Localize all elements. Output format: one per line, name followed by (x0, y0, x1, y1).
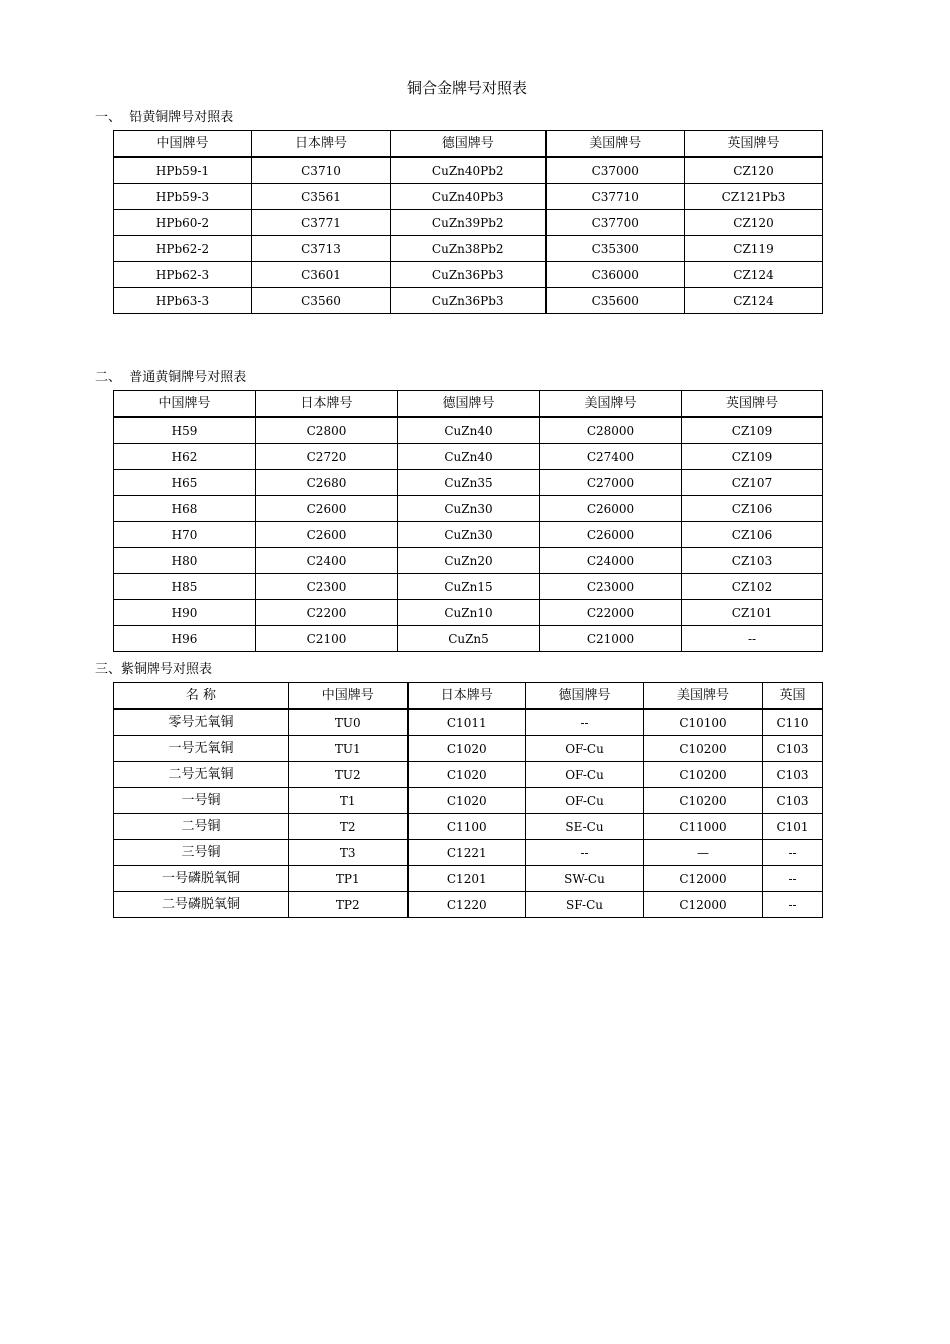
table-cell: C2100 (256, 626, 398, 652)
table-row (114, 788, 823, 814)
column-header: 德国牌号 (391, 131, 546, 158)
table-row (114, 157, 823, 184)
table-row (114, 417, 823, 444)
table-cell: C1011 (408, 709, 526, 736)
column-header: 日本牌号 (252, 131, 391, 158)
column-header: 日本牌号 (408, 683, 526, 710)
table-row (114, 840, 823, 866)
table-cell: C1020 (408, 788, 526, 814)
table-cell: H85 (114, 574, 256, 600)
table-cell: CZ109 (682, 417, 823, 444)
table-cell: C2680 (256, 470, 398, 496)
table-cell: OF-Cu (526, 762, 644, 788)
table-row (114, 548, 823, 574)
table-cell: C37000 (546, 157, 685, 184)
column-header: 德国牌号 (398, 391, 540, 418)
table-cell: C2400 (256, 548, 398, 574)
table-cell: C23000 (540, 574, 682, 600)
column-header: 中国牌号 (289, 683, 408, 710)
column-header: 中国牌号 (114, 391, 256, 418)
table-row (114, 600, 823, 626)
column-header: 美国牌号 (546, 131, 685, 158)
section-heading-pure-copper: 三、紫铜牌号对照表 (95, 662, 213, 677)
table-row (114, 184, 823, 210)
table-cell: C36000 (546, 262, 685, 288)
table-cell: C110 (763, 709, 823, 736)
table-cell: CuZn40 (398, 444, 540, 470)
table-row (114, 522, 823, 548)
table-cell: C2600 (256, 496, 398, 522)
table-row (114, 288, 823, 314)
table-cell: CZ124 (685, 262, 823, 288)
table-cell: C12000 (644, 866, 763, 892)
table-cell: CuZn5 (398, 626, 540, 652)
table-cell: CuZn40Pb2 (391, 157, 546, 184)
column-header: 英国牌号 (685, 131, 823, 158)
table-cell: C37710 (546, 184, 685, 210)
table-cell: H65 (114, 470, 256, 496)
column-header: 英国牌号 (682, 391, 823, 418)
table-cell: C3710 (252, 157, 391, 184)
table-cell: C3713 (252, 236, 391, 262)
section-heading-common-brass: 二、 普通黄铜牌号对照表 (95, 370, 247, 385)
table-cell: TU2 (289, 762, 408, 788)
table-row (114, 892, 823, 918)
table-row (114, 236, 823, 262)
table-cell: T1 (289, 788, 408, 814)
table-cell: CZ124 (685, 288, 823, 314)
table-cell: C2600 (256, 522, 398, 548)
table-cell: 二号铜 (114, 814, 289, 840)
table-cell: 二号无氧铜 (114, 762, 289, 788)
table-cell: H96 (114, 626, 256, 652)
table-cell: C103 (763, 736, 823, 762)
table-cell: C3771 (252, 210, 391, 236)
table-cell: CZ101 (682, 600, 823, 626)
table-cell: T2 (289, 814, 408, 840)
header-row (114, 683, 823, 710)
table-cell: SW-Cu (526, 866, 644, 892)
section-heading-lead-brass: 一、 铅黄铜牌号对照表 (95, 110, 234, 125)
table-cell: C12000 (644, 892, 763, 918)
table-cell: 一号无氧铜 (114, 736, 289, 762)
pure-copper-table (113, 682, 823, 918)
table-row (114, 262, 823, 288)
table-row (114, 866, 823, 892)
column-header: 美国牌号 (540, 391, 682, 418)
table-cell: C1100 (408, 814, 526, 840)
table-cell: TP1 (289, 866, 408, 892)
document-title: 铜合金牌号对照表 (406, 79, 527, 97)
column-header: 名 称 (114, 683, 289, 710)
table-row (114, 444, 823, 470)
table-cell: H80 (114, 548, 256, 574)
table-cell: 二号磷脱氧铜 (114, 892, 289, 918)
table-cell: C1220 (408, 892, 526, 918)
table-cell: 一号铜 (114, 788, 289, 814)
table-cell: SF-Cu (526, 892, 644, 918)
table-cell: CZ119 (685, 236, 823, 262)
table-cell: C27400 (540, 444, 682, 470)
table-cell: 三号铜 (114, 840, 289, 866)
table-cell: 零号无氧铜 (114, 709, 289, 736)
table-row (114, 736, 823, 762)
table-cell: C35300 (546, 236, 685, 262)
table-cell: H62 (114, 444, 256, 470)
table-cell: CuZn30 (398, 522, 540, 548)
table-cell: CuZn35 (398, 470, 540, 496)
table-cell: CZ121Pb3 (685, 184, 823, 210)
table-cell: C21000 (540, 626, 682, 652)
table-cell: C1020 (408, 762, 526, 788)
table-cell: CuZn10 (398, 600, 540, 626)
lead-brass-table (113, 130, 823, 314)
table-cell: C2200 (256, 600, 398, 626)
table-cell: HPb59-3 (114, 184, 252, 210)
table-cell: C3560 (252, 288, 391, 314)
table-cell: TP2 (289, 892, 408, 918)
table-cell: CZ106 (682, 522, 823, 548)
table-cell: CuZn20 (398, 548, 540, 574)
table-cell: CuZn40Pb3 (391, 184, 546, 210)
table-cell: OF-Cu (526, 788, 644, 814)
table-cell: C10200 (644, 762, 763, 788)
table-row (114, 496, 823, 522)
table-cell: 一号磷脱氧铜 (114, 866, 289, 892)
table-cell: C1201 (408, 866, 526, 892)
table-cell: C2300 (256, 574, 398, 600)
header-row (114, 391, 823, 418)
table-cell: CuZn40 (398, 417, 540, 444)
table-row (114, 210, 823, 236)
table-cell: C24000 (540, 548, 682, 574)
table-cell: T3 (289, 840, 408, 866)
table-row (114, 574, 823, 600)
table-cell: -- (682, 626, 823, 652)
table-cell: C26000 (540, 522, 682, 548)
table-cell: C101 (763, 814, 823, 840)
table-cell: C3561 (252, 184, 391, 210)
table-cell: C3601 (252, 262, 391, 288)
table-cell: SE-Cu (526, 814, 644, 840)
table-cell: C22000 (540, 600, 682, 626)
table-cell: H70 (114, 522, 256, 548)
table-cell: C2720 (256, 444, 398, 470)
table-cell: CuZn36Pb3 (391, 262, 546, 288)
table-cell: CZ107 (682, 470, 823, 496)
table-cell: C35600 (546, 288, 685, 314)
table-cell: C1020 (408, 736, 526, 762)
table-cell: C10100 (644, 709, 763, 736)
table-row (114, 709, 823, 736)
table-cell: CZ120 (685, 210, 823, 236)
table-cell: HPb59-1 (114, 157, 252, 184)
table-cell: CuZn30 (398, 496, 540, 522)
table-cell: C26000 (540, 496, 682, 522)
table-cell: -- (763, 866, 823, 892)
table-cell: C27000 (540, 470, 682, 496)
table-cell: -- (763, 892, 823, 918)
table-cell: C2800 (256, 417, 398, 444)
table-cell: CuZn39Pb2 (391, 210, 546, 236)
table-row (114, 814, 823, 840)
column-header: 中国牌号 (114, 131, 252, 158)
table-cell: HPb60-2 (114, 210, 252, 236)
table-cell: HPb63-3 (114, 288, 252, 314)
table-cell: C10200 (644, 788, 763, 814)
table-cell: C28000 (540, 417, 682, 444)
table-cell: OF-Cu (526, 736, 644, 762)
table-row (114, 470, 823, 496)
table-cell: CZ102 (682, 574, 823, 600)
table-cell: — (644, 840, 763, 866)
table-cell: -- (526, 709, 644, 736)
column-header: 日本牌号 (256, 391, 398, 418)
table-cell: C37700 (546, 210, 685, 236)
table-cell: C11000 (644, 814, 763, 840)
table-cell: H68 (114, 496, 256, 522)
table-cell: C103 (763, 788, 823, 814)
table-cell: CuZn15 (398, 574, 540, 600)
table-cell: H90 (114, 600, 256, 626)
table-cell: TU0 (289, 709, 408, 736)
table-cell: HPb62-3 (114, 262, 252, 288)
table-cell: HPb62-2 (114, 236, 252, 262)
table-cell: -- (526, 840, 644, 866)
table-cell: CZ103 (682, 548, 823, 574)
table-cell: -- (763, 840, 823, 866)
table-row (114, 626, 823, 652)
header-row (114, 131, 823, 158)
table-cell: C1221 (408, 840, 526, 866)
table-cell: CZ106 (682, 496, 823, 522)
table-row (114, 762, 823, 788)
column-header: 美国牌号 (644, 683, 763, 710)
table-cell: CZ120 (685, 157, 823, 184)
column-header: 英国 (763, 683, 823, 710)
table-cell: C10200 (644, 736, 763, 762)
table-cell: CZ109 (682, 444, 823, 470)
table-cell: C103 (763, 762, 823, 788)
common-brass-table (113, 390, 823, 652)
table-cell: CuZn38Pb2 (391, 236, 546, 262)
column-header: 德国牌号 (526, 683, 644, 710)
table-cell: CuZn36Pb3 (391, 288, 546, 314)
table-cell: H59 (114, 417, 256, 444)
table-cell: TU1 (289, 736, 408, 762)
